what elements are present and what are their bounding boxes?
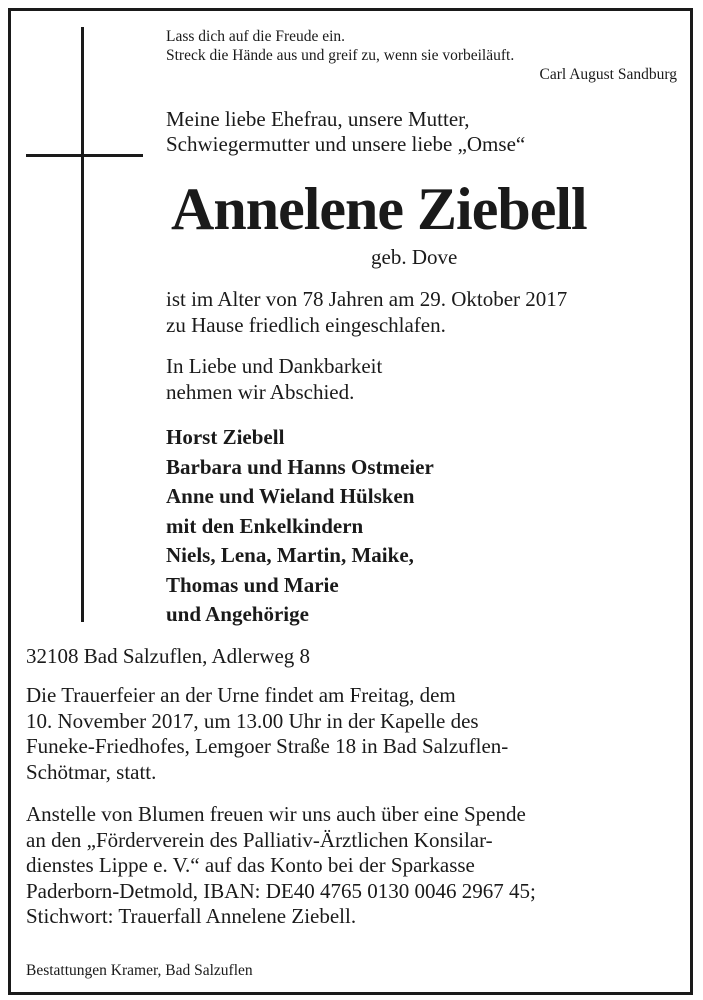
funeral-home: Bestattungen Kramer, Bad Salzuflen	[26, 962, 253, 979]
ceremony-line: Schötmar, statt.	[26, 759, 157, 784]
donation-line: Paderborn-Detmold, IBAN: DE40 4765 0130 0046 2967 45;	[26, 878, 536, 903]
mourner-line: Barbara und Hanns Ostmeier	[166, 454, 434, 479]
cross-icon-horizontal	[26, 154, 143, 157]
birth-name: geb. Dove	[371, 245, 458, 269]
death-notice-line: ist im Alter von 78 Jahren am 29. Oktober 2017	[166, 287, 568, 311]
ceremony-text	[26, 683, 508, 785]
donation-line: Stichwort: Trauerfall Annelene Ziebell.	[26, 904, 357, 928]
farewell-line: In Liebe und Dankbarkeit	[166, 354, 383, 378]
mourner-line: Anne und Wieland Hülsken	[166, 484, 415, 508]
deceased-name: Annelene Ziebell	[171, 176, 587, 242]
quote-line: Streck die Hände aus und greif zu, wenn sie vorbeiläuft.	[166, 47, 515, 64]
donation-line: dienstes Lippe e. V.“ auf das Konto bei der Sparkasse	[26, 853, 475, 877]
death-notice	[166, 287, 567, 338]
ceremony-line: 10. November 2017, um 13.00 Uhr in der Kapelle des	[26, 708, 479, 733]
donation-line: an den „Förderverein des Palliativ-Ärztlichen Konsilar-	[26, 827, 493, 852]
mourner-line: Thomas und Marie	[166, 572, 339, 597]
quote-author: Carl August Sandburg	[539, 66, 677, 83]
mourners-list	[166, 423, 434, 630]
mourner-line: und Angehörige	[166, 602, 309, 626]
mourner-line: mit den Enkelkindern	[166, 513, 364, 538]
intro-line: Schwiegermutter und unsere liebe „Omse“	[166, 132, 526, 156]
farewell-line: nehmen wir Abschied.	[166, 379, 355, 404]
cross-icon-vertical	[81, 27, 84, 622]
quote-block	[166, 27, 514, 65]
intro-text	[166, 107, 525, 157]
mourner-line: Horst Ziebell	[166, 425, 285, 449]
farewell-text	[166, 354, 382, 405]
donation-text	[26, 802, 536, 930]
quote-line: Lass dich auf die Freude ein.	[166, 28, 346, 45]
mourner-line: Niels, Lena, Martin, Maike,	[166, 543, 414, 567]
donation-line: Anstelle von Blumen freuen wir uns auch über eine Spende	[26, 802, 526, 826]
ceremony-line: Die Trauerfeier an der Urne findet am Freitag, dem	[26, 683, 456, 707]
address: 32108 Bad Salzuflen, Adlerweg 8	[26, 644, 311, 668]
death-notice-line: zu Hause friedlich eingeschlafen.	[166, 312, 446, 337]
ceremony-line: Funeke-Friedhofes, Lemgoer Straße 18 in Bad Salzuflen-	[26, 734, 509, 758]
intro-line: Meine liebe Ehefrau, unsere Mutter,	[166, 107, 470, 131]
